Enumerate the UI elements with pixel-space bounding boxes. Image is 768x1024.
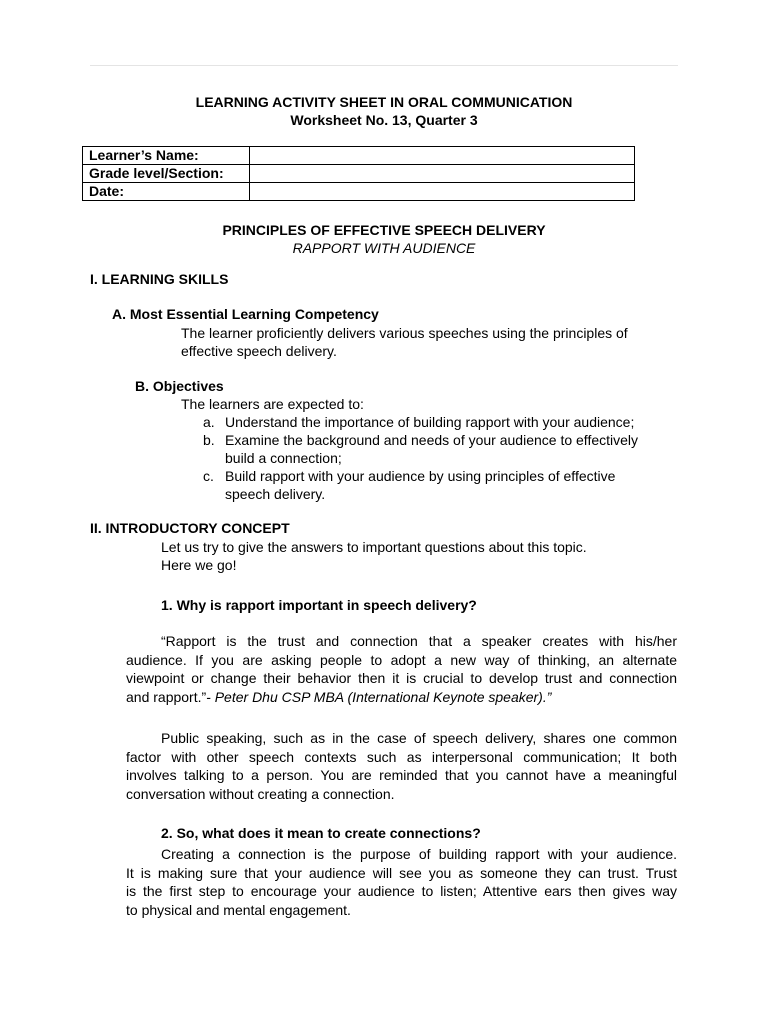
- list-item-text: Examine the background and needs of your audience to effectively: [225, 432, 639, 448]
- paragraph-line: audience. If you are asking people to adopt a new way of thinking, an alternate: [126, 651, 677, 668]
- section1-heading: I. LEARNING SKILLS: [90, 271, 229, 287]
- public-speaking-paragraph: [126, 729, 677, 803]
- list-marker: a.: [203, 414, 215, 430]
- competency-line: effective speech delivery.: [181, 343, 337, 359]
- list-item-text: Understand the importance of building rapport with your audience;: [225, 414, 635, 430]
- topic-title: PRINCIPLES OF EFFECTIVE SPEECH DELIVERY: [222, 222, 546, 238]
- question-1: [161, 596, 477, 615]
- competency-heading: A. Most Essential Learning Competency: [112, 306, 379, 322]
- objectives-heading: B. Objectives: [135, 378, 224, 394]
- date-label: Date:: [83, 183, 250, 201]
- objectives-intro: The learners are expected to:: [181, 396, 364, 412]
- paragraph-line: It is making sure that your audience will see you as someone they can trust. Trust: [126, 864, 677, 881]
- intro-line: Let us try to give the answers to important questions about this topic.: [161, 539, 587, 555]
- quote-attribution: - Peter Dhu CSP MBA (International Keynote speaker).”: [206, 688, 552, 705]
- paragraph-line: Public speaking, such as in the case of speech delivery, shares one common: [161, 730, 677, 746]
- question-text: Why is rapport important in speech delivery?: [176, 597, 477, 613]
- paragraph-line: is the first step to encourage your audience to listen; Attentive ears then gives way: [126, 883, 677, 899]
- topic-subtitle: RAPPORT WITH AUDIENCE: [292, 240, 476, 256]
- list-marker: b.: [203, 432, 215, 448]
- question-text: So, what does it mean to create connections?: [176, 825, 481, 841]
- list-item: [203, 467, 683, 505]
- table-row: [83, 165, 635, 183]
- grade-section-label: Grade level/Section:: [83, 165, 250, 183]
- list-item-text: speech delivery.: [225, 486, 326, 502]
- paragraph-line: factor with other speech contexts such as interpersonal communication; It both: [126, 748, 677, 765]
- top-rule: [90, 65, 678, 66]
- worksheet-subtitle: Worksheet No. 13, Quarter 3: [290, 112, 478, 128]
- quote-paragraph: [126, 632, 677, 706]
- paragraph-line: conversation without creating a connection.: [126, 785, 395, 802]
- question-number: 2.: [161, 825, 173, 841]
- list-marker: c.: [203, 468, 214, 484]
- paragraph-line: [126, 688, 677, 707]
- question-number: 1.: [161, 597, 173, 613]
- paragraph-line: “Rapport is the trust and connection that a speaker creates with his/her: [161, 633, 677, 649]
- paragraph-line: to physical and mental engagement.: [126, 901, 351, 918]
- list-item: [203, 431, 683, 469]
- date-field[interactable]: [250, 183, 635, 201]
- list-item-text: Build rapport with your audience by using principles of effective: [225, 468, 616, 484]
- learner-name-label: Learner’s Name:: [83, 147, 250, 165]
- sheet-title: LEARNING ACTIVITY SHEET IN ORAL COMMUNICATION: [195, 94, 573, 110]
- section2-heading: II. INTRODUCTORY CONCEPT: [90, 520, 290, 536]
- question-2: [161, 824, 481, 843]
- intro-line: Here we go!: [161, 557, 237, 573]
- competency-line: The learner proficiently delivers various speeches using the principles of: [181, 325, 628, 341]
- learner-name-field[interactable]: [250, 147, 635, 165]
- table-row: [83, 183, 635, 201]
- paragraph-line: involves talking to a person. You are reminded that you cannot have a meaningful: [126, 767, 677, 783]
- connections-paragraph: [126, 845, 677, 919]
- list-item-text: build a connection;: [225, 450, 342, 466]
- learner-info-table: [82, 146, 635, 201]
- table-row: [83, 147, 635, 165]
- paragraph-line: viewpoint or change their behavior then it is crucial to develop trust and connection: [126, 670, 677, 686]
- list-item: [203, 413, 683, 433]
- quote-text: and rapport.”: [126, 688, 207, 705]
- grade-section-field[interactable]: [250, 165, 635, 183]
- paragraph-line: Creating a connection is the purpose of building rapport with your audience.: [161, 846, 677, 862]
